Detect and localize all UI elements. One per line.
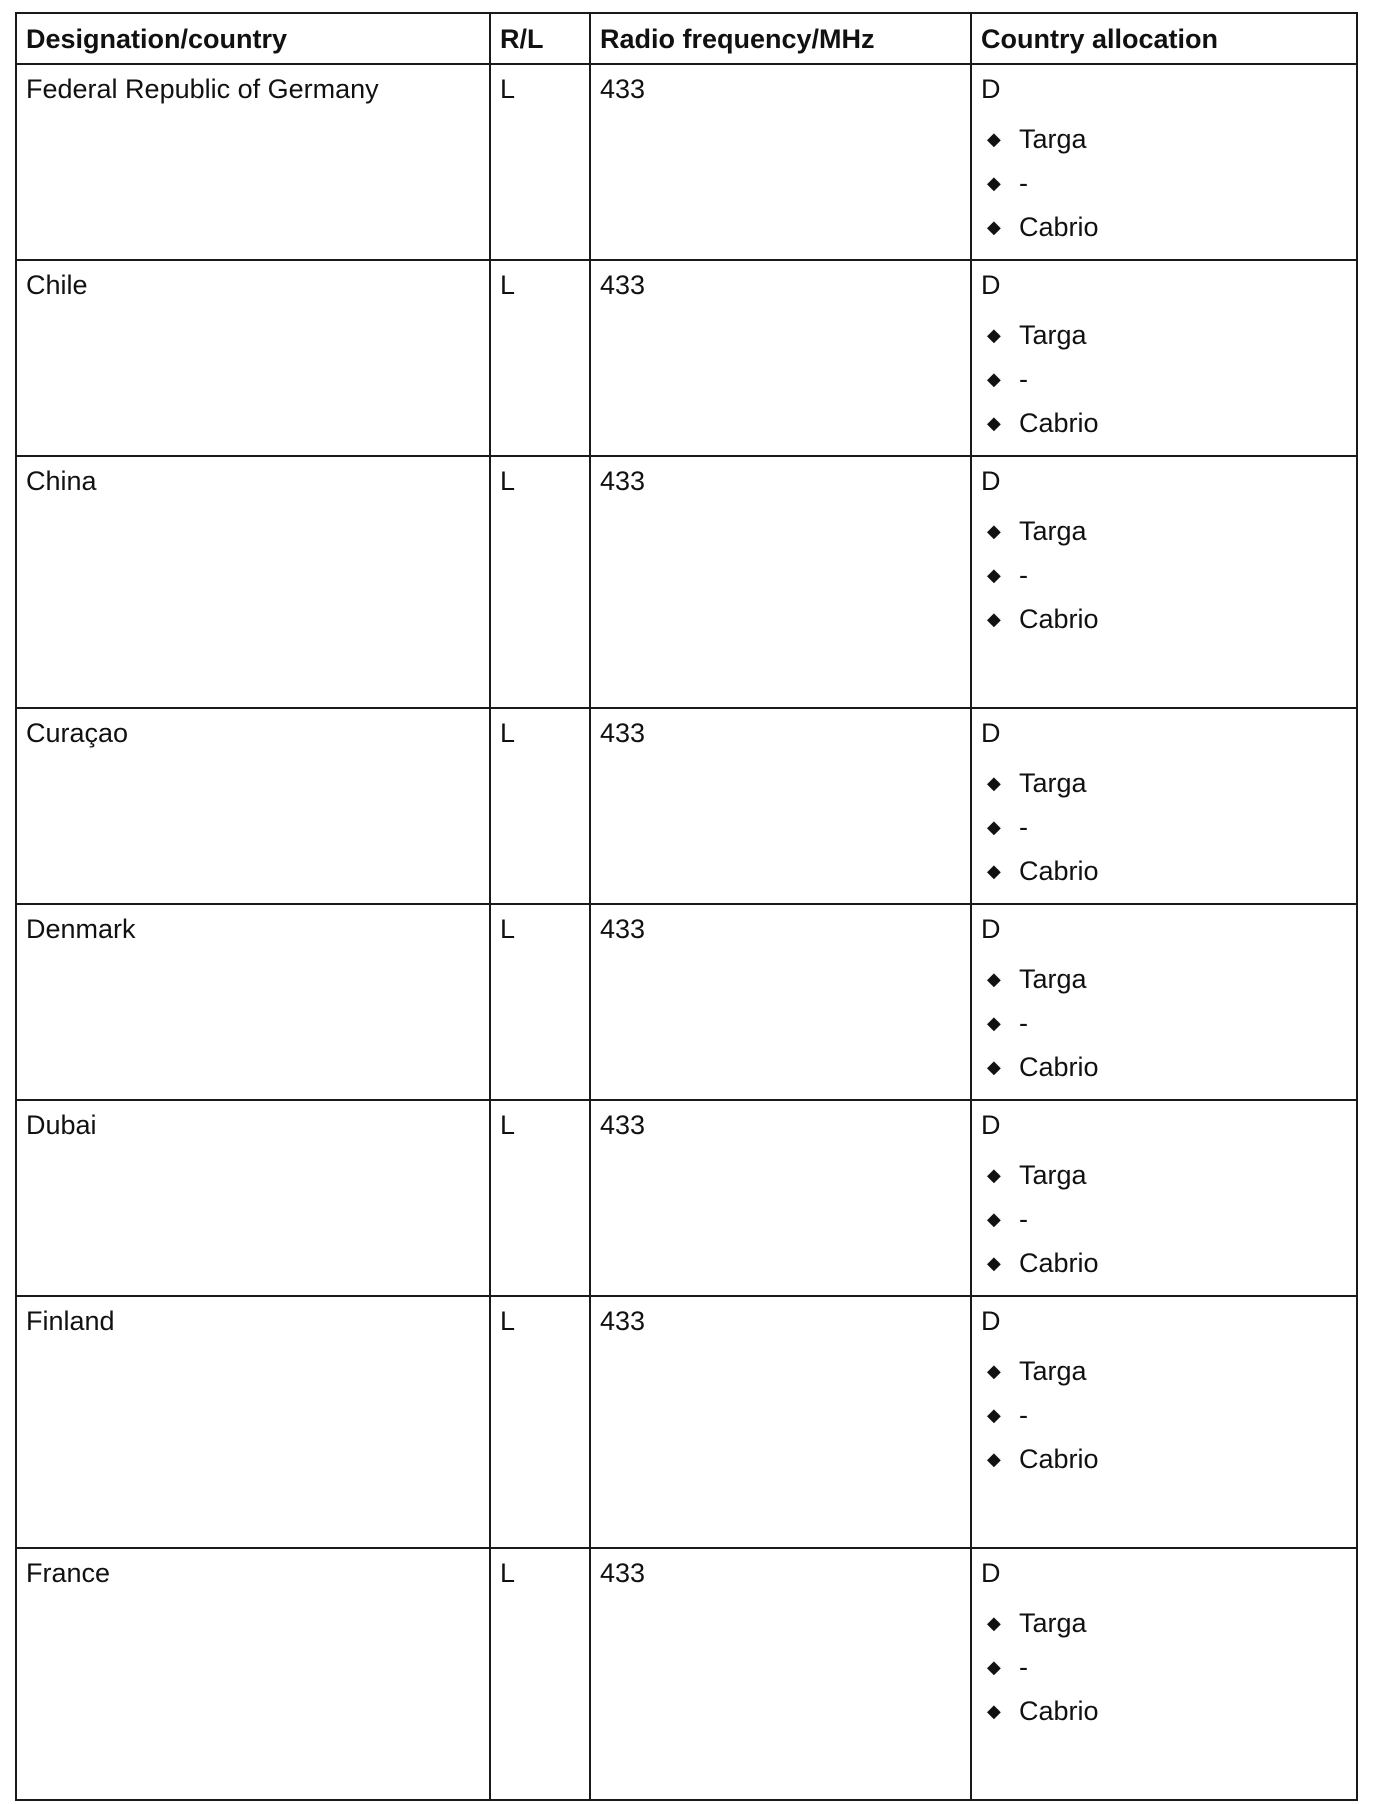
table-row [16, 456, 1357, 708]
allocation-item-label: - [1019, 1008, 1028, 1038]
allocation-item-label: Targa [1019, 964, 1087, 994]
allocation-item-label: - [1019, 364, 1028, 394]
diamond-bullet-icon: ◆ [987, 565, 1001, 585]
allocation-item [981, 805, 1347, 849]
diamond-bullet-icon: ◆ [987, 1013, 1001, 1033]
allocation-item [981, 205, 1347, 249]
allocation-list [981, 117, 1347, 249]
table-row [16, 904, 1357, 1100]
allocation-item [981, 597, 1347, 641]
allocation-item-label: - [1019, 1652, 1028, 1682]
header-designation: Designation/country [16, 13, 490, 64]
allocation-cell [971, 456, 1357, 708]
diamond-bullet-icon: ◆ [987, 817, 1001, 837]
allocation-cell [971, 708, 1357, 904]
diamond-bullet-icon: ◆ [987, 1165, 1001, 1185]
allocation-item [981, 553, 1347, 597]
allocation-code: D [981, 466, 1001, 496]
allocation-item-label: Cabrio [1019, 408, 1099, 438]
rl-cell: L [490, 1548, 590, 1800]
allocation-item [981, 1645, 1347, 1689]
allocation-code: D [981, 1110, 1001, 1140]
allocation-item-label: Targa [1019, 320, 1087, 350]
allocation-item [981, 957, 1347, 1001]
allocation-item-label: - [1019, 168, 1028, 198]
country-cell: Denmark [16, 904, 490, 1100]
diamond-bullet-icon: ◆ [987, 969, 1001, 989]
frequency-cell: 433 [590, 260, 971, 456]
frequency-cell: 433 [590, 64, 971, 260]
diamond-bullet-icon: ◆ [987, 1701, 1001, 1721]
allocation-cell [971, 1100, 1357, 1296]
diamond-bullet-icon: ◆ [987, 325, 1001, 345]
allocation-cell [971, 64, 1357, 260]
allocation-cell [971, 904, 1357, 1100]
rl-cell: L [490, 260, 590, 456]
allocation-item-label: - [1019, 1400, 1028, 1430]
frequency-cell: 433 [590, 1548, 971, 1800]
allocation-item [981, 849, 1347, 893]
allocation-item-label: Targa [1019, 1160, 1087, 1190]
country-cell: Federal Republic of Germany [16, 64, 490, 260]
table-row [16, 708, 1357, 904]
diamond-bullet-icon: ◆ [987, 1657, 1001, 1677]
allocation-item [981, 117, 1347, 161]
frequency-cell: 433 [590, 708, 971, 904]
allocation-list [981, 1601, 1347, 1733]
table-row [16, 64, 1357, 260]
diamond-bullet-icon: ◆ [987, 609, 1001, 629]
rl-cell: L [490, 708, 590, 904]
allocation-code: D [981, 270, 1001, 300]
diamond-bullet-icon: ◆ [987, 1361, 1001, 1381]
table-row [16, 1100, 1357, 1296]
frequency-cell: 433 [590, 1100, 971, 1296]
allocation-code: D [981, 1306, 1001, 1336]
diamond-bullet-icon: ◆ [987, 217, 1001, 237]
allocation-cell [971, 1548, 1357, 1800]
frequency-cell: 433 [590, 1296, 971, 1548]
allocation-list [981, 761, 1347, 893]
diamond-bullet-icon: ◆ [987, 129, 1001, 149]
country-cell: Curaçao [16, 708, 490, 904]
allocation-item-label: - [1019, 560, 1028, 590]
allocation-item-label: Cabrio [1019, 1696, 1099, 1726]
country-cell: Dubai [16, 1100, 490, 1296]
allocation-list [981, 1349, 1347, 1481]
table-header-row [16, 13, 1357, 64]
diamond-bullet-icon: ◆ [987, 1253, 1001, 1273]
allocation-code: D [981, 718, 1001, 748]
diamond-bullet-icon: ◆ [987, 413, 1001, 433]
rl-cell: L [490, 1100, 590, 1296]
allocation-item-label: - [1019, 812, 1028, 842]
allocation-list [981, 313, 1347, 445]
table-body [16, 64, 1357, 1800]
allocation-item [981, 313, 1347, 357]
allocation-item [981, 357, 1347, 401]
diamond-bullet-icon: ◆ [987, 1209, 1001, 1229]
allocation-item [981, 1601, 1347, 1645]
allocation-item-label: Targa [1019, 124, 1087, 154]
allocation-item-label: Cabrio [1019, 1444, 1099, 1474]
allocation-cell [971, 1296, 1357, 1548]
allocation-item [981, 1241, 1347, 1285]
allocation-item-label: Cabrio [1019, 212, 1099, 242]
allocation-item-label: Targa [1019, 1608, 1087, 1638]
diamond-bullet-icon: ◆ [987, 861, 1001, 881]
header-allocation: Country allocation [971, 13, 1357, 64]
allocation-item-label: - [1019, 1204, 1028, 1234]
country-cell: France [16, 1548, 490, 1800]
allocation-code: D [981, 1558, 1001, 1588]
allocation-list [981, 957, 1347, 1089]
allocation-item [981, 1437, 1347, 1481]
header-rl: R/L [490, 13, 590, 64]
rl-cell: L [490, 456, 590, 708]
allocation-list [981, 1153, 1347, 1285]
diamond-bullet-icon: ◆ [987, 773, 1001, 793]
table-row [16, 1296, 1357, 1548]
allocation-item [981, 1001, 1347, 1045]
diamond-bullet-icon: ◆ [987, 1613, 1001, 1633]
allocation-item-label: Targa [1019, 516, 1087, 546]
allocation-cell [971, 260, 1357, 456]
allocation-code: D [981, 74, 1001, 104]
allocation-item [981, 1153, 1347, 1197]
country-cell: Chile [16, 260, 490, 456]
table-row [16, 1548, 1357, 1800]
country-allocation-table [15, 12, 1358, 1801]
allocation-item [981, 1045, 1347, 1089]
allocation-item [981, 1197, 1347, 1241]
header-frequency: Radio frequency/MHz [590, 13, 971, 64]
table-row [16, 260, 1357, 456]
allocation-item [981, 1393, 1347, 1437]
diamond-bullet-icon: ◆ [987, 521, 1001, 541]
allocation-item [981, 509, 1347, 553]
diamond-bullet-icon: ◆ [987, 173, 1001, 193]
allocation-item [981, 761, 1347, 805]
frequency-cell: 433 [590, 456, 971, 708]
diamond-bullet-icon: ◆ [987, 1057, 1001, 1077]
diamond-bullet-icon: ◆ [987, 369, 1001, 389]
allocation-item-label: Cabrio [1019, 604, 1099, 634]
rl-cell: L [490, 1296, 590, 1548]
allocation-item [981, 1349, 1347, 1393]
allocation-code: D [981, 914, 1001, 944]
allocation-item-label: Cabrio [1019, 1052, 1099, 1082]
diamond-bullet-icon: ◆ [987, 1449, 1001, 1469]
allocation-item-label: Cabrio [1019, 856, 1099, 886]
country-cell: China [16, 456, 490, 708]
country-cell: Finland [16, 1296, 490, 1548]
allocation-item [981, 401, 1347, 445]
allocation-list [981, 509, 1347, 641]
allocation-item [981, 1689, 1347, 1733]
diamond-bullet-icon: ◆ [987, 1405, 1001, 1425]
allocation-item-label: Targa [1019, 1356, 1087, 1386]
rl-cell: L [490, 64, 590, 260]
rl-cell: L [490, 904, 590, 1100]
frequency-cell: 433 [590, 904, 971, 1100]
allocation-item [981, 161, 1347, 205]
allocation-item-label: Cabrio [1019, 1248, 1099, 1278]
allocation-item-label: Targa [1019, 768, 1087, 798]
